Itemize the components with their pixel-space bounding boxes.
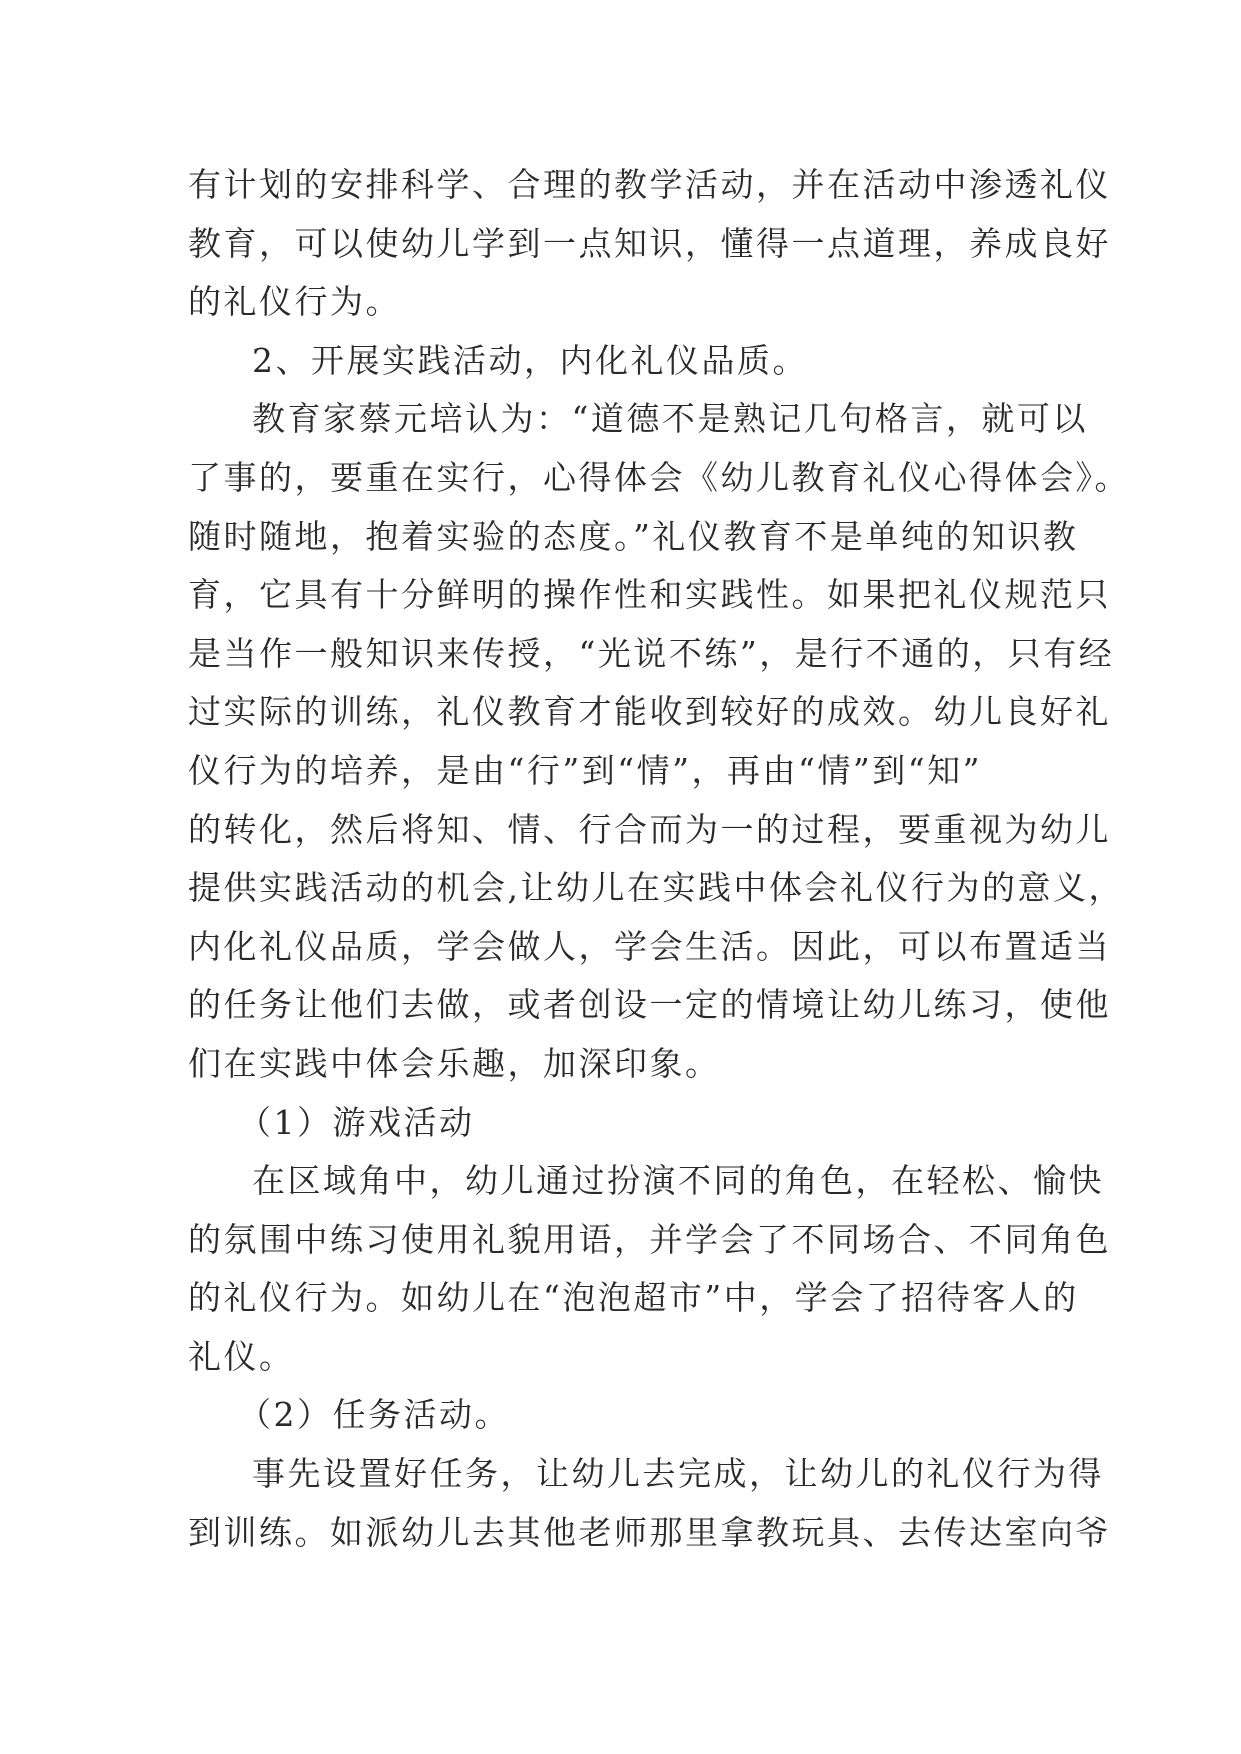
paragraph-line: 的氛围中练习使用礼貌用语，并学会了不同场合、不同角色 bbox=[188, 1219, 1111, 1259]
paragraph-line: 过实际的训练，礼仪教育才能收到较好的成效。幼儿良好礼 bbox=[188, 692, 1111, 732]
subsection-heading: （1）游戏活动 bbox=[238, 1102, 475, 1142]
paragraph-line: 到训练。如派幼儿去其他老师那里拿教玩具、去传达室向爷 bbox=[188, 1512, 1111, 1552]
paragraph-line: 事先设置好任务，让幼儿去完成，让幼儿的礼仪行为得 bbox=[252, 1454, 1104, 1494]
document-body bbox=[188, 156, 1130, 1562]
paragraph-line: 有计划的安排科学、合理的教学活动，并在活动中渗透礼仪 bbox=[188, 165, 1111, 204]
paragraph-line: 随时随地，抱着实验的态度。”礼仪教育不是单纯的知识教 bbox=[188, 516, 1079, 556]
paragraph-line: 是当作一般知识来传授，“光说不练”，是行不通的，只有经 bbox=[188, 633, 1115, 673]
paragraph-line: 提供实践活动的机会,让幼儿在实践中体会礼仪行为的意义， bbox=[188, 868, 1124, 908]
paragraph-line: 礼仪。 bbox=[188, 1336, 295, 1376]
subsection-heading: （2）任务活动。 bbox=[238, 1395, 510, 1435]
paragraph-line: 的任务让他们去做，或者创设一定的情境让幼儿练习，使他 bbox=[188, 985, 1111, 1025]
paragraph-line: 仪行为的培养，是由“行”到“情”，再由“情”到“知” bbox=[188, 750, 982, 790]
paragraph-line: 了事的，要重在实行，心得体会《幼儿教育礼仪心得体会》。 bbox=[188, 457, 1130, 497]
paragraph-line: 内化礼仪品质，学会做人，学会生活。因此，可以布置适当 bbox=[188, 926, 1111, 966]
paragraph-line: 教育，可以使幼儿学到一点知识，懂得一点道理，养成良好 bbox=[188, 223, 1111, 263]
paragraph-line: 的礼仪行为。 bbox=[188, 282, 401, 322]
paragraph-line: 育，它具有十分鲜明的操作性和实践性。如果把礼仪规范只 bbox=[188, 575, 1111, 615]
paragraph-line: 在区域角中，幼儿通过扮演不同的角色，在轻松、愉快 bbox=[252, 1161, 1104, 1201]
paragraph-line: 的礼仪行为。如幼儿在“泡泡超市”中，学会了招待客人的 bbox=[188, 1278, 1079, 1318]
section-heading: 2、开展实践活动，内化礼仪品质。 bbox=[252, 340, 808, 380]
paragraph-line: 的转化，然后将知、情、行合而为一的过程，要重视为幼儿 bbox=[188, 809, 1111, 849]
paragraph-line: 教育家蔡元培认为：“道德不是熟记几句格言，就可以 bbox=[252, 399, 1088, 439]
paragraph-line: 们在实践中体会乐趣，加深印象。 bbox=[188, 1043, 721, 1083]
